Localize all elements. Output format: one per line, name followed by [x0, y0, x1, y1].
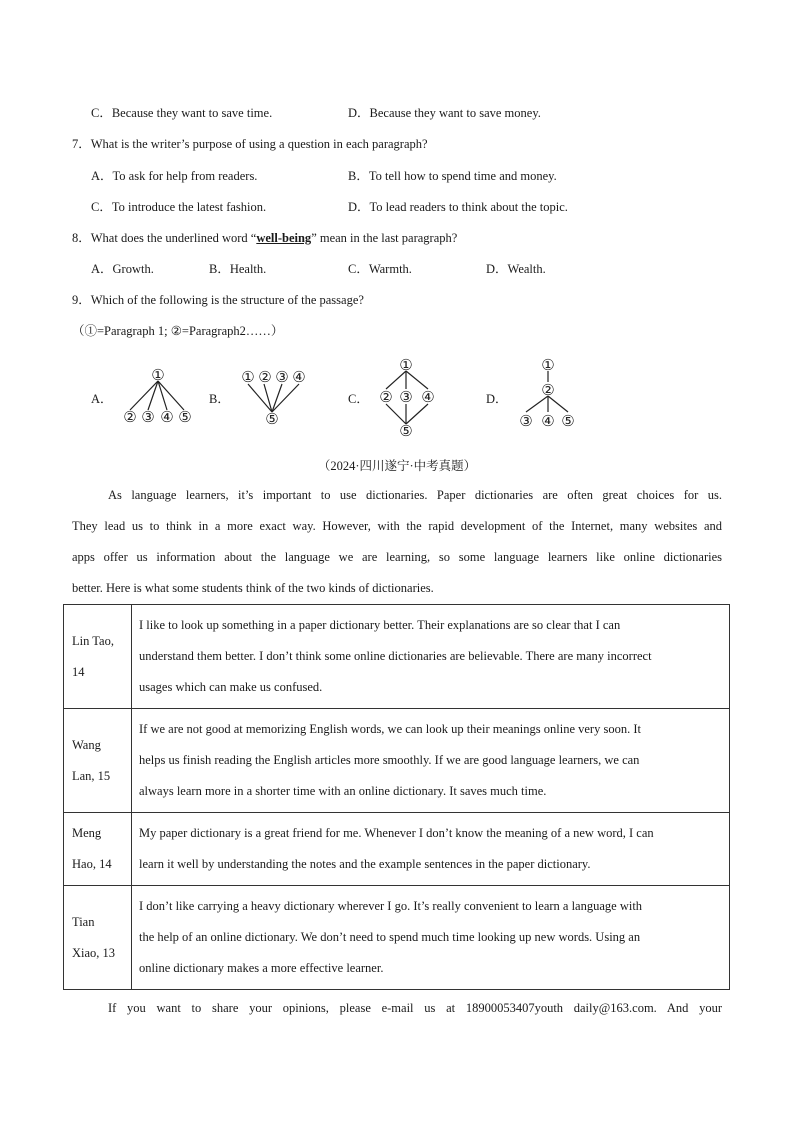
table-row	[64, 886, 730, 990]
student-name: Tian	[72, 914, 95, 929]
q8-option-d: D．Wealth.	[486, 262, 546, 276]
opinion-line: the help of an online dictionary. We don’t need to spend much time looking up new words. Using an	[139, 930, 641, 944]
diagram-d-node-4: ④	[541, 412, 555, 430]
q7-option-a: A．To ask for help from readers.	[91, 169, 258, 183]
structure-diagram-a	[118, 364, 198, 428]
q9-legend: （①=Paragraph 1; ②=Paragraph2……）	[72, 324, 284, 338]
closing-paragraph	[72, 993, 722, 1024]
structure-diagram-d	[512, 354, 584, 434]
table-row	[64, 813, 730, 886]
q8-option-a: A．Growth.	[91, 262, 154, 276]
opinion-line: If we are not good at memorizing English words, we can look up their meanings online very soon. It	[139, 722, 641, 736]
q8-question-pre: 8．What does the underlined word “	[72, 231, 257, 245]
student-opinion-cell	[132, 886, 730, 990]
q8-option-b: B．Health.	[209, 262, 267, 276]
diagram-b-node-1: ①	[241, 368, 255, 386]
student-opinion-cell	[132, 605, 730, 709]
table-row	[64, 605, 730, 709]
student-age: Xiao, 13	[72, 945, 116, 960]
closing-line: If you want to share your opinions, please e-mail us at 18900053407youth daily@163.com. And your	[108, 1001, 722, 1015]
passage-source: （2024·四川遂宁·中考真题）	[317, 459, 477, 473]
student-age: Lan, 15	[72, 768, 111, 783]
diagram-b-node-3: ③	[275, 368, 289, 386]
diagram-a-node-2: ②	[123, 408, 137, 426]
opinion-line: My paper dictionary is a great friend for me. Whenever I don’t know the meaning of a new word, I can	[139, 826, 654, 840]
q6-option-d: D．Because they want to save money.	[348, 106, 541, 120]
student-name-cell	[64, 709, 132, 813]
q7-option-c: C．To introduce the latest fashion.	[91, 200, 267, 214]
student-age: Hao, 14	[72, 857, 112, 871]
diagram-b-node-5: ⑤	[265, 410, 279, 428]
structure-diagram-b	[234, 366, 314, 430]
diagram-c-node-2: ②	[379, 388, 393, 406]
passage-line: As language learners, it’s important to use dictionaries. Paper dictionaries are often great choices for us.	[108, 488, 722, 502]
q8-question-post: ” mean in the last paragraph?	[311, 231, 458, 245]
q8-question	[72, 228, 457, 246]
opinion-line: helps us finish reading the English articles more smoothly. If we are good language learners, we can	[139, 753, 640, 767]
diagram-c-node-1: ①	[399, 356, 413, 374]
diagram-a-node-3: ③	[141, 408, 155, 426]
opinion-line: online dictionary makes a more effective learner.	[139, 961, 384, 975]
q9-option-b-label: B．	[209, 392, 230, 406]
q7-option-b: B．To tell how to spend time and money.	[348, 169, 557, 183]
q9-option-d-label: D．	[486, 392, 508, 406]
diagram-a-node-4: ④	[160, 408, 174, 426]
passage-paragraph	[72, 480, 722, 604]
passage-line: They lead us to think in a more exact way. However, with the rapid development of the Internet, many websites and	[72, 519, 722, 533]
diagram-a-node-1: ①	[151, 366, 165, 384]
diagram-d-node-5: ⑤	[561, 412, 575, 430]
student-name-cell	[64, 813, 132, 886]
diagram-a-node-5: ⑤	[178, 408, 192, 426]
opinion-line: usages which can make us confused.	[139, 680, 323, 694]
q6-option-c: C．Because they want to save time.	[91, 106, 273, 120]
diagram-b-node-4: ④	[292, 368, 306, 386]
diagram-b-node-2: ②	[258, 368, 272, 386]
q7-option-d: D．To lead readers to think about the topic.	[348, 200, 568, 214]
opinions-table	[63, 604, 730, 990]
q9-option-a-label: A．	[91, 392, 113, 406]
student-name: Wang	[72, 737, 101, 752]
passage-line: apps offer us information about the language we are learning, so some language learners like online dictionaries	[72, 550, 722, 564]
diagram-c-node-4: ④	[421, 388, 435, 406]
table-row	[64, 709, 730, 813]
student-opinion-cell	[132, 813, 730, 886]
student-opinion-cell	[132, 709, 730, 813]
diagram-d-node-3: ③	[519, 412, 533, 430]
student-name: Meng	[72, 826, 102, 840]
student-name: Lin Tao,	[72, 633, 114, 648]
diagram-c-node-5: ⑤	[399, 422, 413, 440]
opinion-line: understand them better. I don’t think some online dictionaries are believable. There are many incorrect	[139, 649, 652, 663]
student-name-cell	[64, 886, 132, 990]
diagram-d-node-2: ②	[541, 381, 555, 399]
opinion-line: learn it well by understanding the notes and the example sentences in the paper dictionary.	[139, 857, 591, 871]
structure-diagram-c	[370, 354, 442, 442]
q8-option-c: C．Warmth.	[348, 262, 412, 276]
student-age: 14	[72, 664, 85, 679]
student-name-cell	[64, 605, 132, 709]
passage-line: better. Here is what some students think of the two kinds of dictionaries.	[72, 581, 434, 595]
diagram-c-node-3: ③	[399, 388, 413, 406]
opinion-line: always learn more in a shorter time with an online dictionary. It saves much time.	[139, 784, 547, 798]
diagram-d-node-1: ①	[541, 356, 555, 374]
q9-option-c-label: C．	[348, 392, 369, 406]
q9-question: 9．Which of the following is the structure of the passage?	[72, 293, 364, 307]
opinion-line: I don’t like carrying a heavy dictionary wherever I go. It’s really convenient to learn a language with	[139, 899, 643, 913]
q7-question: 7．What is the writer’s purpose of using a question in each paragraph?	[72, 137, 428, 151]
q8-underlined-word: well-being	[256, 231, 312, 245]
opinion-line: I like to look up something in a paper dictionary better. Their explanations are so clear that I can	[139, 618, 621, 632]
